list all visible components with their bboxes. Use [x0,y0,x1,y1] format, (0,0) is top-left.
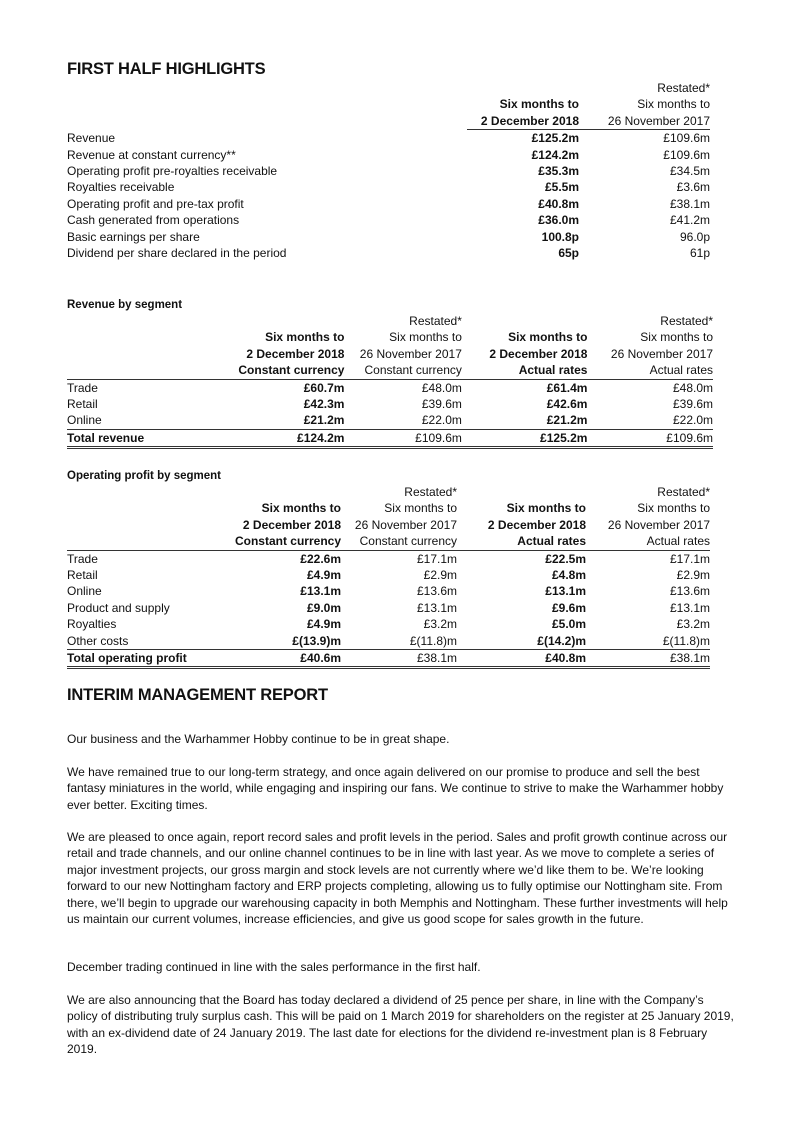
current-value: £35.3m [538,164,579,179]
value-cell: £9.0m [306,600,341,615]
restated-label: Restated* [657,81,710,95]
row-label: Operating profit and pre-tax profit [67,196,244,211]
col-header: Constant currency [344,362,461,379]
row-label: Other costs [67,633,129,648]
report-paragraph: December trading continued in line with the sales performance in the first half. [67,960,481,974]
row-label: Operating profit pre-royalties receivable [67,164,278,179]
value-cell: £9.6m [551,600,586,615]
col-header: Six months to [637,501,710,516]
value-cell: £22.0m [672,413,713,428]
col-header: Actual rates [462,362,588,379]
profit-segment-table [67,484,710,669]
row-label: Basic earnings per share [67,229,200,244]
table-row [67,550,710,567]
col-header: 26 November 2017 [354,517,457,532]
header-row [67,113,710,130]
col-header: Six months to [261,501,341,516]
table-row [67,583,710,599]
value-cell: £4.8m [551,568,586,583]
col-header: Six months to [508,330,588,345]
col-header: 2 December 2018 [487,517,586,532]
value-cell: £42.6m [546,397,588,412]
col-header: Actual rates [457,533,586,550]
row-label: Retail [67,397,98,412]
col-header: 2 December 2018 [467,113,579,130]
col-header: Six months to [389,330,462,345]
value-cell: £5.0m [551,617,586,632]
header-row [67,346,713,362]
value-cell: £21.2m [546,413,588,428]
row-label: Cash generated from operations [67,213,240,228]
value-cell: £2.9m [423,568,457,583]
value-cell: £40.6m [227,650,341,668]
highlights-table [67,80,710,261]
col-header: 26 November 2017 [579,113,710,130]
col-header: Constant currency [227,533,341,550]
value-cell: £39.6m [672,397,713,412]
col-header: Six months to [384,501,457,516]
value-cell: £109.6m [344,429,461,447]
row-label: Trade [67,551,98,566]
value-cell: £(14.2)m [537,633,586,648]
col-header: Six months to [637,97,710,112]
header-row [67,517,710,533]
header-row [67,500,710,516]
prior-value: £38.1m [669,196,710,211]
row-label: Royalties receivable [67,180,175,195]
value-cell: £22.5m [545,551,586,566]
table-row [67,396,713,412]
value-cell: £13.6m [669,584,710,599]
value-cell: £3.2m [676,617,710,632]
value-cell: £(11.8)m [662,633,710,648]
value-cell: £21.2m [303,413,345,428]
current-value: £125.2m [531,131,579,146]
value-cell: £109.6m [587,429,713,447]
row-label: Revenue at constant currency** [67,147,236,162]
col-header: 2 December 2018 [489,346,588,361]
value-cell: £38.1m [586,650,710,668]
row-label: Dividend per share declared in the period [67,246,287,261]
row-label: Total revenue [67,429,229,447]
col-header: 26 November 2017 [610,346,713,361]
table-row [67,616,710,632]
value-cell: £42.3m [303,397,345,412]
value-cell: £13.1m [545,584,586,599]
value-cell: £22.6m [300,551,341,566]
table-row [67,229,710,245]
value-cell: £2.9m [676,568,710,583]
table-row [67,379,713,396]
col-header: Actual rates [587,362,713,379]
report-paragraph: We are pleased to once again, report record sales and profit levels in the period. Sales and profit growth continue across our retail and trade channels, and our online channel continues to be in line with last year. As we move to complete a series of major investment projects, our gross margin and stock levels are not currently where we’d like them to be. We’re looking forward to our new Nottingham factory and ERP projects completing, allowing us to fully optimise our Nottingham site. From there, we’ll begin to upgrade our warehousing capacity in both Memphis and Nottingham. These further investments will help us maintain our current volumes, increase efficiencies, and give us good scope for sales growth in the future. [67,830,728,927]
col-header: 2 December 2018 [246,346,345,361]
table-row [67,245,710,261]
prior-value: £109.6m [663,131,710,146]
value-cell: £17.1m [416,551,457,566]
value-cell: £38.1m [341,650,457,668]
report-title: INTERIM MANAGEMENT REPORT [67,686,328,704]
value-cell: £125.2m [462,429,588,447]
total-row [67,650,710,668]
revenue-segment-title: Revenue by segment [67,299,183,311]
header-row [67,484,710,500]
report-paragraph: We have remained true to our long-term strategy, and once again delivered on our promise to produce and sell the best fantasy miniatures in the world, while engaging and inspiring our fans. We continue to strive to make the Warhammer hobby ever better. Exciting times. [67,765,724,812]
row-label: Product and supply [67,600,170,615]
table-row [67,212,710,228]
col-header: Six months to [506,501,586,516]
value-cell: £39.6m [421,397,462,412]
row-label: Royalties [67,617,117,632]
current-value: 100.8p [541,229,579,244]
col-header: Actual rates [586,533,710,550]
restated-label: Restated* [409,314,462,328]
report-paragraph: We are also announcing that the Board has today declared a dividend of 25 pence per share, in line with the Company’s policy of distributing truly surplus cash. This will be paid on 1 March 2019 for shareholders on the register at 25 January 2019, with an ex-dividend date of 24 January 2019. The last date for elections for the dividend re-investment plan is 8 February 2019. [67,993,734,1057]
col-header: Constant currency [229,362,344,379]
restated-label: Restated* [657,485,710,499]
value-cell: £40.8m [457,650,586,668]
prior-value: £109.6m [663,147,710,162]
value-cell: £13.1m [416,600,457,615]
row-label: Total operating profit [67,650,227,668]
current-value: £40.8m [538,196,579,211]
value-cell: £13.6m [416,584,457,599]
table-row [67,600,710,616]
profit-segment-title: Operating profit by segment [67,470,221,482]
table-row [67,633,710,650]
highlights-title: FIRST HALF HIGHLIGHTS [67,60,266,78]
value-cell: £(11.8)m [409,633,457,648]
value-cell: £17.1m [669,551,710,566]
prior-value: 96.0p [679,229,710,244]
col-header: 26 November 2017 [359,346,462,361]
current-value: 65p [558,246,579,261]
value-cell: £60.7m [303,380,345,395]
header-row [67,80,710,96]
row-label: Retail [67,568,98,583]
header-row [67,362,713,379]
prior-value: 61p [689,246,710,261]
header-row [67,533,710,550]
header-row [67,329,713,345]
col-header: 26 November 2017 [607,517,710,532]
table-row [67,130,710,147]
col-header: Six months to [265,330,345,345]
prior-value: £34.5m [669,164,710,179]
row-label: Trade [67,380,98,395]
restated-label: Restated* [660,314,713,328]
current-value: £124.2m [531,147,579,162]
revenue-segment-table [67,313,713,449]
total-row [67,429,713,447]
table-row [67,412,713,429]
table-row [67,163,710,179]
value-cell: £48.0m [421,380,462,395]
col-header: 2 December 2018 [242,517,341,532]
value-cell: £13.1m [300,584,341,599]
row-label: Online [67,413,102,428]
col-header: Six months to [499,97,579,112]
table-row [67,179,710,195]
report-paragraph: Our business and the Warhammer Hobby continue to be in great shape. [67,732,450,746]
value-cell: £124.2m [229,429,344,447]
col-header: Constant currency [341,533,457,550]
row-label: Online [67,584,102,599]
value-cell: £13.1m [669,600,710,615]
col-header: Six months to [640,330,713,345]
table-row [67,147,710,163]
prior-value: £3.6m [676,180,710,195]
value-cell: £61.4m [546,380,588,395]
value-cell: £22.0m [421,413,462,428]
value-cell: £4.9m [306,568,341,583]
row-label: Revenue [67,130,116,145]
table-row [67,196,710,212]
value-cell: £(13.9)m [292,633,341,648]
header-row [67,313,713,329]
value-cell: £48.0m [672,380,713,395]
current-value: £36.0m [538,213,579,228]
header-row [67,96,710,112]
prior-value: £41.2m [669,213,710,228]
value-cell: £3.2m [423,617,457,632]
value-cell: £4.9m [306,617,341,632]
table-row [67,567,710,583]
current-value: £5.5m [544,180,579,195]
restated-label: Restated* [404,485,457,499]
